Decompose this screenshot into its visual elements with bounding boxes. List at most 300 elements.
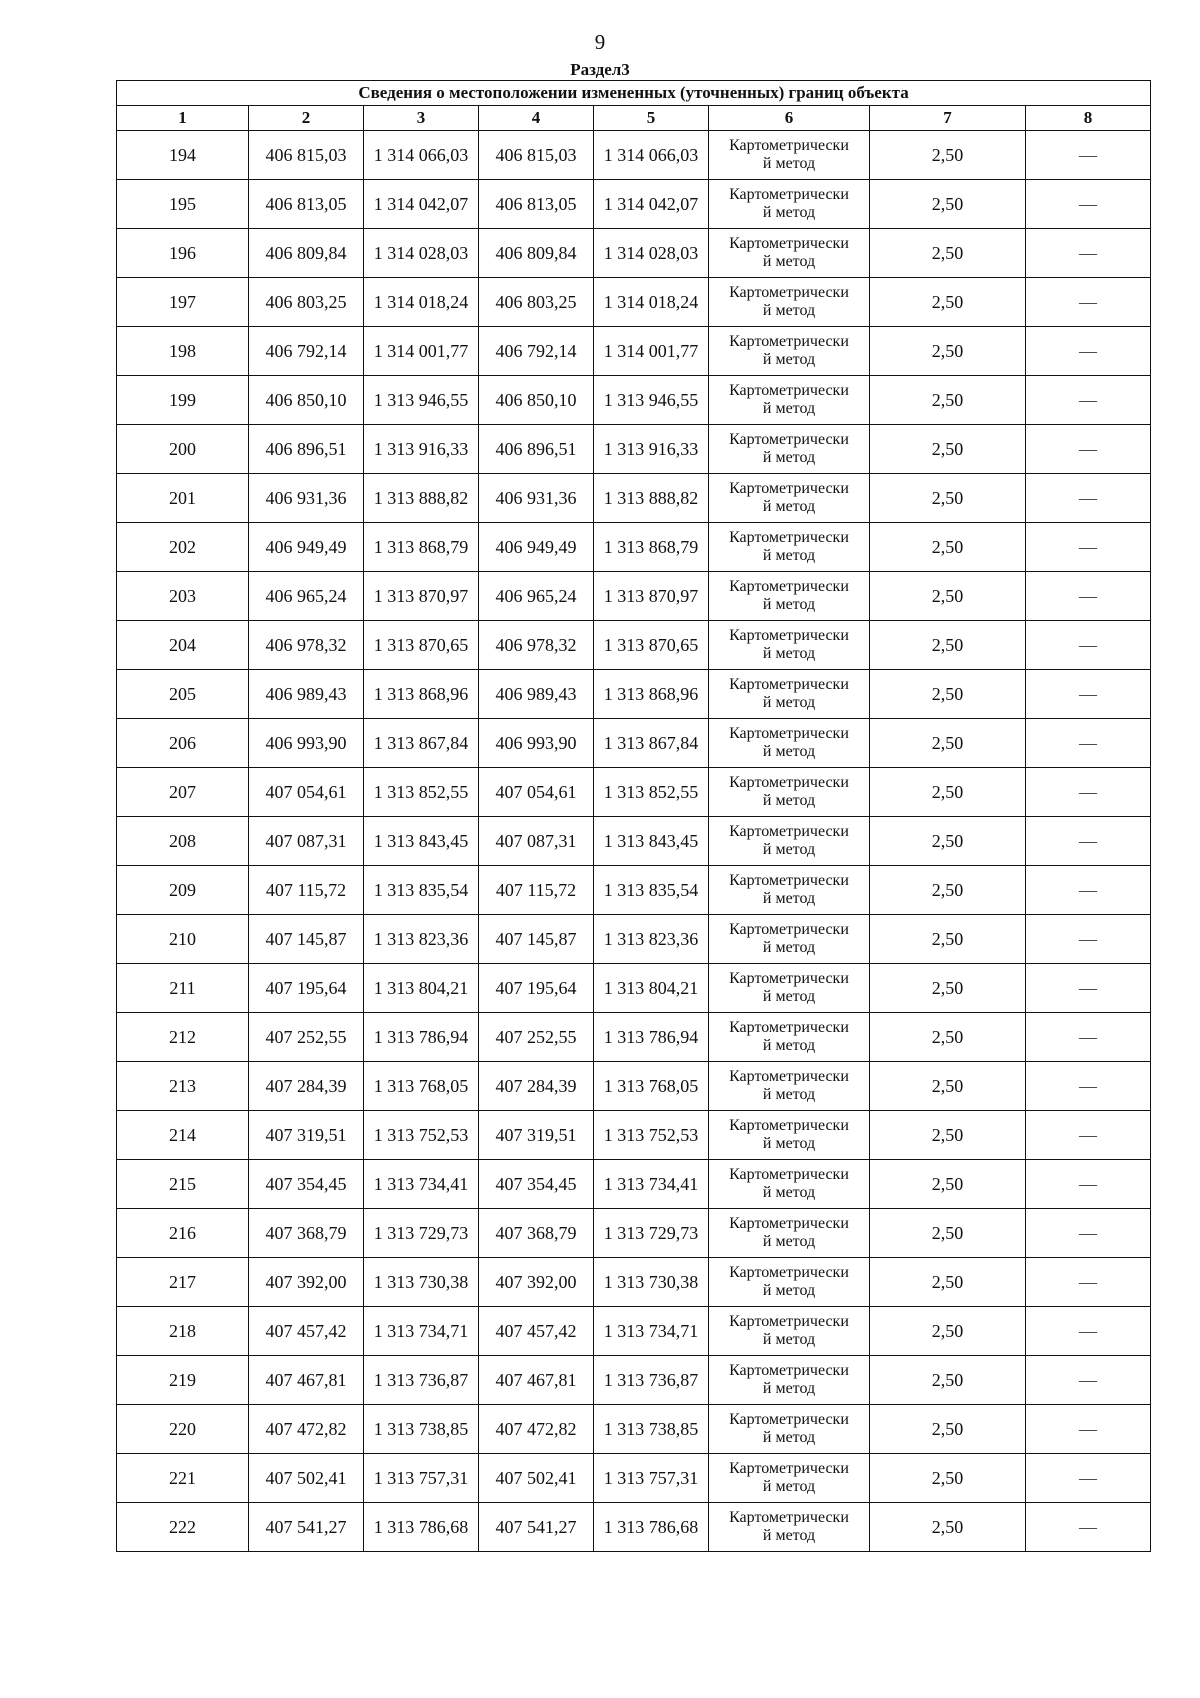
y-new-cell: 1 313 868,79 <box>594 523 709 572</box>
method-line-2: й метод <box>762 204 816 221</box>
method-line-2: й метод <box>762 1184 816 1201</box>
method-line-1: Картометрически <box>729 137 849 154</box>
point-number-cell: 201 <box>117 474 249 523</box>
column-number-1: 1 <box>117 106 249 131</box>
x-old-cell: 407 195,64 <box>249 964 364 1013</box>
point-number-cell: 206 <box>117 719 249 768</box>
method-line-1: Картометрически <box>729 823 849 840</box>
point-number-cell: 209 <box>117 866 249 915</box>
point-number-cell: 222 <box>117 1503 249 1552</box>
y-new-cell: 1 314 066,03 <box>594 131 709 180</box>
point-number-cell: 210 <box>117 915 249 964</box>
y-old-cell: 1 314 042,07 <box>364 180 479 229</box>
table-row <box>117 523 1151 572</box>
accuracy-cell: 2,50 <box>870 964 1026 1013</box>
point-number-cell: 196 <box>117 229 249 278</box>
accuracy-cell: 2,50 <box>870 425 1026 474</box>
point-number-cell: 199 <box>117 376 249 425</box>
x-new-cell: 407 392,00 <box>479 1258 594 1307</box>
description-cell: — <box>1026 131 1151 180</box>
x-old-cell: 406 896,51 <box>249 425 364 474</box>
accuracy-cell: 2,50 <box>870 523 1026 572</box>
point-number-cell: 205 <box>117 670 249 719</box>
x-old-cell: 406 949,49 <box>249 523 364 572</box>
method-cell <box>709 719 870 768</box>
y-old-cell: 1 314 028,03 <box>364 229 479 278</box>
x-new-cell: 406 949,49 <box>479 523 594 572</box>
y-old-cell: 1 313 734,41 <box>364 1160 479 1209</box>
y-new-cell: 1 313 734,41 <box>594 1160 709 1209</box>
description-cell: — <box>1026 817 1151 866</box>
description-cell: — <box>1026 768 1151 817</box>
y-old-cell: 1 313 870,97 <box>364 572 479 621</box>
method-line-2: й метод <box>762 694 816 711</box>
table-row <box>117 915 1151 964</box>
description-cell: — <box>1026 1111 1151 1160</box>
y-old-cell: 1 314 018,24 <box>364 278 479 327</box>
method-cell <box>709 1405 870 1454</box>
accuracy-cell: 2,50 <box>870 621 1026 670</box>
accuracy-cell: 2,50 <box>870 670 1026 719</box>
x-old-cell: 406 813,05 <box>249 180 364 229</box>
table-row <box>117 376 1151 425</box>
point-number-cell: 208 <box>117 817 249 866</box>
accuracy-cell: 2,50 <box>870 866 1026 915</box>
table-row <box>117 572 1151 621</box>
y-old-cell: 1 313 868,96 <box>364 670 479 719</box>
method-line-2: й метод <box>762 498 816 515</box>
y-new-cell: 1 313 738,85 <box>594 1405 709 1454</box>
column-number-4: 4 <box>479 106 594 131</box>
method-line-2: й метод <box>762 939 816 956</box>
method-line-2: й метод <box>762 547 816 564</box>
description-cell: — <box>1026 1454 1151 1503</box>
method-line-1: Картометрически <box>729 921 849 938</box>
method-cell <box>709 866 870 915</box>
method-cell <box>709 425 870 474</box>
method-line-1: Картометрически <box>729 1019 849 1036</box>
method-line-1: Картометрически <box>729 1411 849 1428</box>
method-line-1: Картометрически <box>729 1068 849 1085</box>
table-row <box>117 1013 1151 1062</box>
description-cell: — <box>1026 915 1151 964</box>
method-line-1: Картометрически <box>729 1509 849 1526</box>
method-cell <box>709 180 870 229</box>
y-old-cell: 1 313 738,85 <box>364 1405 479 1454</box>
coordinates-table <box>116 80 1151 1552</box>
description-cell: — <box>1026 425 1151 474</box>
table-title: Сведения о местоположении измененных (уточненных) границ объекта <box>117 81 1151 106</box>
description-cell: — <box>1026 376 1151 425</box>
method-line-1: Картометрически <box>729 1215 849 1232</box>
point-number-cell: 203 <box>117 572 249 621</box>
y-new-cell: 1 313 734,71 <box>594 1307 709 1356</box>
y-old-cell: 1 313 757,31 <box>364 1454 479 1503</box>
table-row <box>117 278 1151 327</box>
y-new-cell: 1 313 736,87 <box>594 1356 709 1405</box>
x-new-cell: 406 803,25 <box>479 278 594 327</box>
y-old-cell: 1 313 835,54 <box>364 866 479 915</box>
y-old-cell: 1 313 768,05 <box>364 1062 479 1111</box>
method-cell <box>709 1503 870 1552</box>
table-row <box>117 1307 1151 1356</box>
table-row <box>117 180 1151 229</box>
accuracy-cell: 2,50 <box>870 1111 1026 1160</box>
description-cell: — <box>1026 278 1151 327</box>
method-line-2: й метод <box>762 890 816 907</box>
description-cell: — <box>1026 670 1151 719</box>
point-number-cell: 204 <box>117 621 249 670</box>
x-new-cell: 406 896,51 <box>479 425 594 474</box>
method-line-2: й метод <box>762 1135 816 1152</box>
x-old-cell: 407 457,42 <box>249 1307 364 1356</box>
x-new-cell: 406 850,10 <box>479 376 594 425</box>
accuracy-cell: 2,50 <box>870 1160 1026 1209</box>
x-new-cell: 407 457,42 <box>479 1307 594 1356</box>
y-new-cell: 1 313 768,05 <box>594 1062 709 1111</box>
y-old-cell: 1 313 752,53 <box>364 1111 479 1160</box>
y-new-cell: 1 313 870,97 <box>594 572 709 621</box>
method-line-2: й метод <box>762 302 816 319</box>
description-cell: — <box>1026 1160 1151 1209</box>
table-row <box>117 425 1151 474</box>
accuracy-cell: 2,50 <box>870 1503 1026 1552</box>
x-old-cell: 407 354,45 <box>249 1160 364 1209</box>
accuracy-cell: 2,50 <box>870 817 1026 866</box>
accuracy-cell: 2,50 <box>870 1062 1026 1111</box>
method-cell <box>709 1209 870 1258</box>
method-cell <box>709 1062 870 1111</box>
method-line-2: й метод <box>762 449 816 466</box>
method-cell <box>709 1160 870 1209</box>
column-number-2: 2 <box>249 106 364 131</box>
column-number-3: 3 <box>364 106 479 131</box>
y-new-cell: 1 313 946,55 <box>594 376 709 425</box>
table-row <box>117 768 1151 817</box>
section-title: Раздел3 <box>570 60 630 79</box>
table-row <box>117 1454 1151 1503</box>
method-line-2: й метод <box>762 400 816 417</box>
method-line-1: Картометрически <box>729 725 849 742</box>
x-old-cell: 407 319,51 <box>249 1111 364 1160</box>
method-cell <box>709 1013 870 1062</box>
y-new-cell: 1 313 823,36 <box>594 915 709 964</box>
x-new-cell: 407 467,81 <box>479 1356 594 1405</box>
point-number-cell: 219 <box>117 1356 249 1405</box>
table-row <box>117 229 1151 278</box>
x-new-cell: 407 087,31 <box>479 817 594 866</box>
y-new-cell: 1 313 868,96 <box>594 670 709 719</box>
description-cell: — <box>1026 474 1151 523</box>
x-new-cell: 407 145,87 <box>479 915 594 964</box>
method-line-2: й метод <box>762 645 816 662</box>
method-cell <box>709 964 870 1013</box>
x-new-cell: 407 472,82 <box>479 1405 594 1454</box>
column-number-row <box>117 106 1151 131</box>
method-line-2: й метод <box>762 743 816 760</box>
description-cell: — <box>1026 719 1151 768</box>
method-cell <box>709 817 870 866</box>
method-line-1: Картометрически <box>729 382 849 399</box>
page-number: 9 <box>594 30 606 54</box>
y-old-cell: 1 313 786,68 <box>364 1503 479 1552</box>
method-line-1: Картометрически <box>729 235 849 252</box>
x-old-cell: 407 252,55 <box>249 1013 364 1062</box>
x-new-cell: 407 319,51 <box>479 1111 594 1160</box>
method-line-2: й метод <box>762 792 816 809</box>
method-line-1: Картометрически <box>729 431 849 448</box>
y-new-cell: 1 314 042,07 <box>594 180 709 229</box>
table-row <box>117 719 1151 768</box>
y-old-cell: 1 313 736,87 <box>364 1356 479 1405</box>
x-new-cell: 406 815,03 <box>479 131 594 180</box>
x-old-cell: 407 054,61 <box>249 768 364 817</box>
x-new-cell: 406 978,32 <box>479 621 594 670</box>
method-line-2: й метод <box>762 1527 816 1544</box>
y-new-cell: 1 313 870,65 <box>594 621 709 670</box>
x-old-cell: 407 502,41 <box>249 1454 364 1503</box>
y-new-cell: 1 313 730,38 <box>594 1258 709 1307</box>
accuracy-cell: 2,50 <box>870 719 1026 768</box>
y-old-cell: 1 313 730,38 <box>364 1258 479 1307</box>
accuracy-cell: 2,50 <box>870 131 1026 180</box>
description-cell: — <box>1026 180 1151 229</box>
point-number-cell: 216 <box>117 1209 249 1258</box>
description-cell: — <box>1026 229 1151 278</box>
y-old-cell: 1 313 868,79 <box>364 523 479 572</box>
column-number-8: 8 <box>1026 106 1151 131</box>
method-cell <box>709 1258 870 1307</box>
table-row <box>117 670 1151 719</box>
accuracy-cell: 2,50 <box>870 327 1026 376</box>
x-new-cell: 407 115,72 <box>479 866 594 915</box>
method-cell <box>709 915 870 964</box>
method-line-1: Картометрически <box>729 1460 849 1477</box>
description-cell: — <box>1026 1062 1151 1111</box>
x-new-cell: 406 792,14 <box>479 327 594 376</box>
table-row <box>117 866 1151 915</box>
accuracy-cell: 2,50 <box>870 474 1026 523</box>
point-number-cell: 221 <box>117 1454 249 1503</box>
table-row <box>117 1111 1151 1160</box>
x-old-cell: 406 792,14 <box>249 327 364 376</box>
point-number-cell: 215 <box>117 1160 249 1209</box>
table-row <box>117 1405 1151 1454</box>
x-new-cell: 406 993,90 <box>479 719 594 768</box>
method-cell <box>709 1356 870 1405</box>
point-number-cell: 212 <box>117 1013 249 1062</box>
table-row <box>117 964 1151 1013</box>
point-number-cell: 194 <box>117 131 249 180</box>
accuracy-cell: 2,50 <box>870 1013 1026 1062</box>
method-line-2: й метод <box>762 1037 816 1054</box>
x-old-cell: 406 965,24 <box>249 572 364 621</box>
accuracy-cell: 2,50 <box>870 1209 1026 1258</box>
point-number-cell: 197 <box>117 278 249 327</box>
method-cell <box>709 670 870 719</box>
description-cell: — <box>1026 866 1151 915</box>
y-old-cell: 1 313 843,45 <box>364 817 479 866</box>
description-cell: — <box>1026 327 1151 376</box>
x-new-cell: 407 252,55 <box>479 1013 594 1062</box>
accuracy-cell: 2,50 <box>870 376 1026 425</box>
point-number-cell: 200 <box>117 425 249 474</box>
accuracy-cell: 2,50 <box>870 768 1026 817</box>
x-new-cell: 407 284,39 <box>479 1062 594 1111</box>
y-old-cell: 1 313 823,36 <box>364 915 479 964</box>
method-line-2: й метод <box>762 155 816 172</box>
accuracy-cell: 2,50 <box>870 1307 1026 1356</box>
method-line-1: Картометрически <box>729 1264 849 1281</box>
y-old-cell: 1 313 729,73 <box>364 1209 479 1258</box>
x-old-cell: 406 993,90 <box>249 719 364 768</box>
method-cell <box>709 376 870 425</box>
method-cell <box>709 768 870 817</box>
y-new-cell: 1 313 757,31 <box>594 1454 709 1503</box>
y-new-cell: 1 314 028,03 <box>594 229 709 278</box>
point-number-cell: 211 <box>117 964 249 1013</box>
method-line-2: й метод <box>762 1086 816 1103</box>
method-line-1: Картометрически <box>729 676 849 693</box>
description-cell: — <box>1026 1503 1151 1552</box>
method-cell <box>709 1111 870 1160</box>
method-line-1: Картометрически <box>729 774 849 791</box>
y-old-cell: 1 313 734,71 <box>364 1307 479 1356</box>
x-old-cell: 406 803,25 <box>249 278 364 327</box>
y-new-cell: 1 314 018,24 <box>594 278 709 327</box>
method-line-1: Картометрически <box>729 1166 849 1183</box>
method-line-1: Картометрически <box>729 480 849 497</box>
point-number-cell: 220 <box>117 1405 249 1454</box>
method-line-2: й метод <box>762 1429 816 1446</box>
x-new-cell: 407 541,27 <box>479 1503 594 1552</box>
x-new-cell: 406 965,24 <box>479 572 594 621</box>
x-old-cell: 407 284,39 <box>249 1062 364 1111</box>
description-cell: — <box>1026 1258 1151 1307</box>
x-old-cell: 406 989,43 <box>249 670 364 719</box>
method-cell <box>709 131 870 180</box>
method-cell <box>709 1307 870 1356</box>
table-row <box>117 1503 1151 1552</box>
point-number-cell: 198 <box>117 327 249 376</box>
x-new-cell: 406 809,84 <box>479 229 594 278</box>
method-cell <box>709 474 870 523</box>
description-cell: — <box>1026 621 1151 670</box>
accuracy-cell: 2,50 <box>870 1405 1026 1454</box>
x-old-cell: 406 931,36 <box>249 474 364 523</box>
table-row <box>117 474 1151 523</box>
method-line-1: Картометрически <box>729 1313 849 1330</box>
point-number-cell: 217 <box>117 1258 249 1307</box>
y-old-cell: 1 314 066,03 <box>364 131 479 180</box>
point-number-cell: 218 <box>117 1307 249 1356</box>
x-new-cell: 407 502,41 <box>479 1454 594 1503</box>
method-line-2: й метод <box>762 253 816 270</box>
y-old-cell: 1 314 001,77 <box>364 327 479 376</box>
method-line-1: Картометрически <box>729 872 849 889</box>
method-line-1: Картометрически <box>729 1362 849 1379</box>
method-cell <box>709 229 870 278</box>
description-cell: — <box>1026 1405 1151 1454</box>
method-cell <box>709 327 870 376</box>
point-number-cell: 202 <box>117 523 249 572</box>
y-new-cell: 1 313 916,33 <box>594 425 709 474</box>
x-old-cell: 407 541,27 <box>249 1503 364 1552</box>
table-row <box>117 1062 1151 1111</box>
x-new-cell: 407 195,64 <box>479 964 594 1013</box>
x-old-cell: 406 815,03 <box>249 131 364 180</box>
y-new-cell: 1 313 804,21 <box>594 964 709 1013</box>
method-line-1: Картометрически <box>729 529 849 546</box>
y-new-cell: 1 313 752,53 <box>594 1111 709 1160</box>
table-row <box>117 327 1151 376</box>
y-new-cell: 1 313 786,94 <box>594 1013 709 1062</box>
y-new-cell: 1 313 835,54 <box>594 866 709 915</box>
accuracy-cell: 2,50 <box>870 180 1026 229</box>
method-line-1: Картометрически <box>729 333 849 350</box>
method-line-2: й метод <box>762 1380 816 1397</box>
method-line-2: й метод <box>762 1331 816 1348</box>
point-number-cell: 207 <box>117 768 249 817</box>
method-line-1: Картометрически <box>729 970 849 987</box>
x-old-cell: 407 392,00 <box>249 1258 364 1307</box>
x-old-cell: 406 809,84 <box>249 229 364 278</box>
table-row <box>117 621 1151 670</box>
x-old-cell: 407 115,72 <box>249 866 364 915</box>
method-line-2: й метод <box>762 988 816 1005</box>
accuracy-cell: 2,50 <box>870 1454 1026 1503</box>
method-cell <box>709 1454 870 1503</box>
accuracy-cell: 2,50 <box>870 278 1026 327</box>
y-old-cell: 1 313 946,55 <box>364 376 479 425</box>
method-cell <box>709 278 870 327</box>
point-number-cell: 214 <box>117 1111 249 1160</box>
table-body <box>117 131 1151 1552</box>
accuracy-cell: 2,50 <box>870 572 1026 621</box>
table-row <box>117 1160 1151 1209</box>
method-cell <box>709 621 870 670</box>
description-cell: — <box>1026 572 1151 621</box>
method-line-1: Картометрически <box>729 1117 849 1134</box>
y-old-cell: 1 313 888,82 <box>364 474 479 523</box>
y-new-cell: 1 313 843,45 <box>594 817 709 866</box>
description-cell: — <box>1026 1356 1151 1405</box>
table-row <box>117 817 1151 866</box>
column-number-6: 6 <box>709 106 870 131</box>
x-new-cell: 406 813,05 <box>479 180 594 229</box>
x-new-cell: 407 354,45 <box>479 1160 594 1209</box>
table-row <box>117 1258 1151 1307</box>
x-new-cell: 406 931,36 <box>479 474 594 523</box>
y-old-cell: 1 313 804,21 <box>364 964 479 1013</box>
y-new-cell: 1 314 001,77 <box>594 327 709 376</box>
method-line-2: й метод <box>762 351 816 368</box>
y-new-cell: 1 313 729,73 <box>594 1209 709 1258</box>
method-line-2: й метод <box>762 596 816 613</box>
description-cell: — <box>1026 1307 1151 1356</box>
method-line-1: Картометрически <box>729 284 849 301</box>
point-number-cell: 213 <box>117 1062 249 1111</box>
method-line-2: й метод <box>762 1282 816 1299</box>
table-row <box>117 1209 1151 1258</box>
table-row <box>117 131 1151 180</box>
y-new-cell: 1 313 867,84 <box>594 719 709 768</box>
description-cell: — <box>1026 1209 1151 1258</box>
accuracy-cell: 2,50 <box>870 915 1026 964</box>
y-new-cell: 1 313 786,68 <box>594 1503 709 1552</box>
x-old-cell: 406 850,10 <box>249 376 364 425</box>
y-old-cell: 1 313 786,94 <box>364 1013 479 1062</box>
